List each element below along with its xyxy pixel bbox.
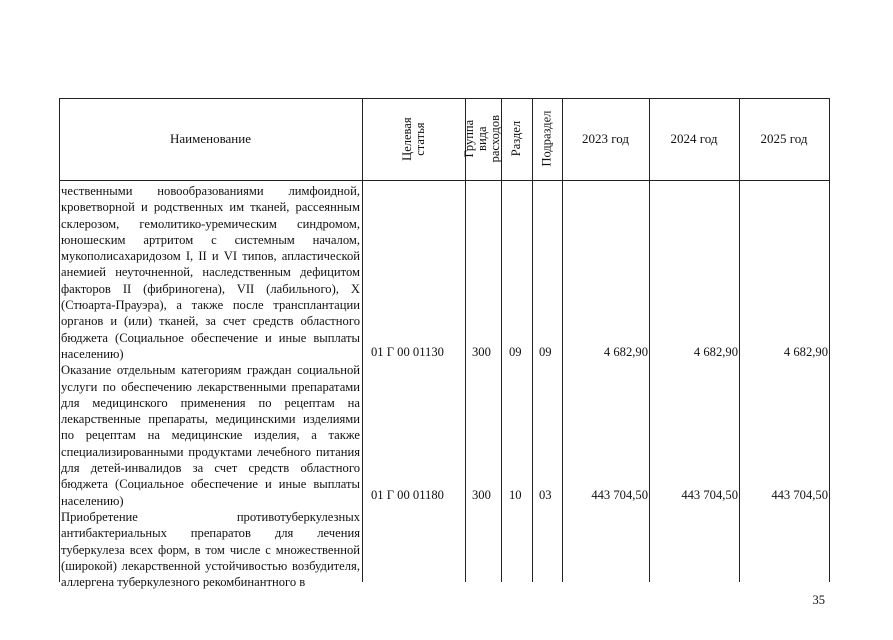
row-1-name: чественными новообразованиями лимфоидной, кроветворной и родственных им тканей, рассеянным склерозом, гемолитико-уремическим синдромом, юношеским артритом с системным началом, мукополисахаридозом I, II и VI типов, апластической анемией неуточненной, наследственным дефицитом факторов II (фибриногена), VII (лабильного), X (Стюарта-Прауэра), а также после трансплантации органов и (или) тканей, за счет средств областного бюджета (Социальное обеспечение и иные выплаты населению) (61, 184, 360, 361)
header-section-cell (501, 98, 532, 180)
header-subsection-cell (532, 98, 562, 180)
row-3-name: Приобретение противотуберкулезных антибактериальных препаратов для лечения туберкулеза всех форм, в том числе с множественной (широкой) лекарственной устойчивостью возбудителя, аллергена туберкулезного рекомбинантного в (61, 509, 360, 590)
header-2023: 2023 год (582, 131, 629, 147)
col-line (829, 98, 830, 582)
header-2024: 2024 год (670, 131, 718, 147)
row-2-target: 01 Г 00 01180 (371, 488, 444, 502)
header-group-cell (462, 98, 503, 180)
header-group: Группа вида расходов (462, 115, 503, 163)
row-1-target: 01 Г 00 01130 (371, 345, 444, 359)
row-1-2024: 4 682,90 (693, 345, 738, 359)
row-2-2025: 443 704,50 (771, 488, 828, 502)
header-2025: 2025 год (760, 131, 808, 147)
row-1-2023: 4 682,90 (603, 345, 648, 359)
header-target: Целевая статья (399, 117, 427, 161)
header-section: Раздел (508, 121, 523, 157)
row-1-group: 300 (472, 345, 491, 359)
header-name: Наименование (170, 131, 251, 147)
row-1-section: 09 (509, 345, 522, 359)
row-2-section: 10 (509, 488, 522, 502)
row-2-2023: 443 704,50 (591, 488, 648, 502)
page-number: 35 (812, 593, 825, 607)
header-subsection: Подраздел (539, 111, 554, 167)
row-2-subsection: 03 (539, 488, 552, 502)
row-1-2025: 4 682,90 (783, 345, 828, 359)
row-2-2024: 443 704,50 (681, 488, 738, 502)
row-2-group: 300 (472, 488, 491, 502)
header-bottom-border (59, 180, 830, 181)
row-1-subsection: 09 (539, 345, 552, 359)
header-target-cell (362, 98, 465, 180)
row-2-name: Оказание отдельным категориям граждан социальной услуги по обеспечению лекарственными препаратами для медицинского применения по рецептам на лекарственные препараты, медицинскими изделиями по рецептам на медицинские изделия, а также специализированными продуктами лечебного питания для детей-инвалидов за счет средств областного бюджета (Социальное обеспечение и иные выплаты населению) (61, 363, 360, 508)
budget-table (59, 98, 830, 590)
name-column (61, 183, 360, 590)
